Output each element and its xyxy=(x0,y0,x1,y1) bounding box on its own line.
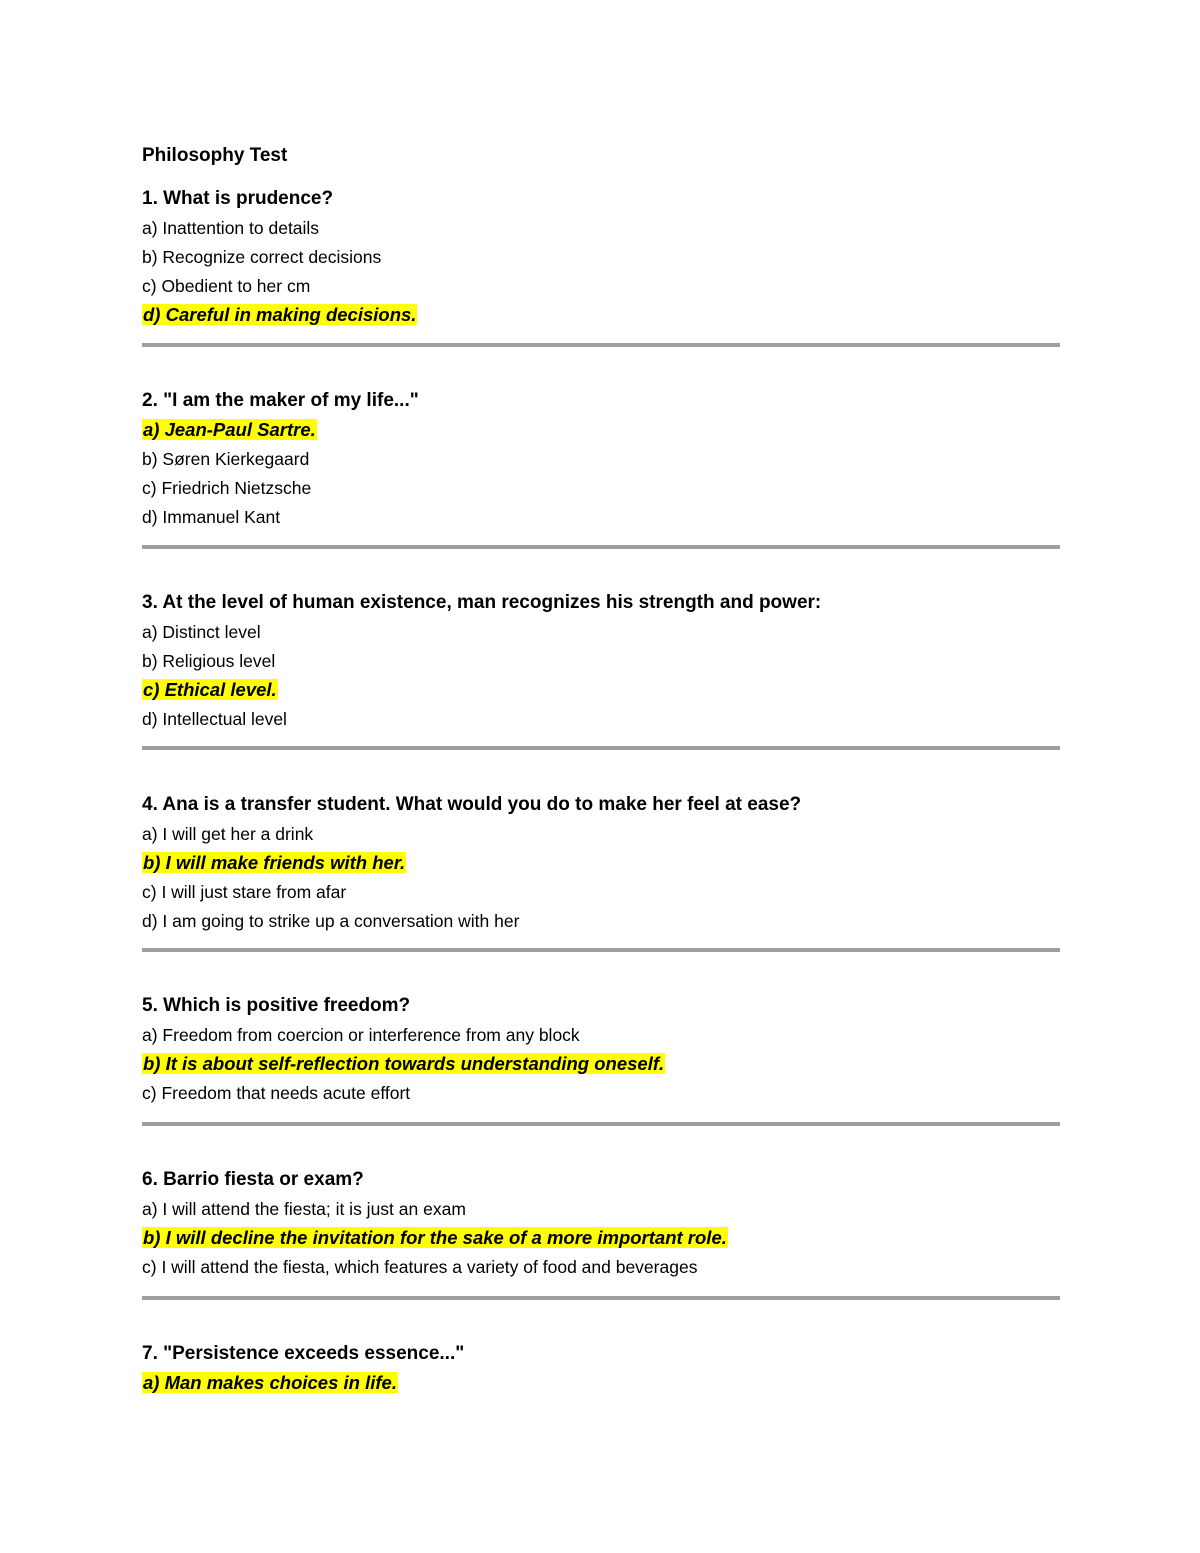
question-2 xyxy=(142,387,1060,532)
section-divider xyxy=(142,1296,1060,1300)
answer-option: c) I will just stare from afar xyxy=(142,882,347,902)
correct-answer-option: b) It is about self-reflection towards understanding oneself. xyxy=(143,1053,665,1074)
question-7 xyxy=(142,1340,1060,1398)
section-divider xyxy=(142,545,1060,549)
answer-option: c) Obedient to her cm xyxy=(142,276,311,296)
section-divider xyxy=(142,1122,1060,1126)
answer-option: a) Inattention to details xyxy=(142,218,320,238)
question-text: 1. What is prudence? xyxy=(142,188,334,209)
correct-answer-option: d) Careful in making decisions. xyxy=(143,304,417,325)
question-text: 7. "Persistence exceeds essence..." xyxy=(142,1343,465,1364)
correct-answer-option: b) I will make friends with her. xyxy=(143,852,406,873)
answer-option: b) Søren Kierkegaard xyxy=(142,449,310,469)
question-text: 2. "I am the maker of my life..." xyxy=(142,390,419,411)
section-divider xyxy=(142,948,1060,952)
question-1 xyxy=(142,185,1060,330)
correct-answer-option: a) Man makes choices in life. xyxy=(143,1372,397,1393)
answer-option: d) Immanuel Kant xyxy=(142,507,281,527)
question-4 xyxy=(142,791,1060,936)
section-divider xyxy=(142,343,1060,347)
answer-option: b) Recognize correct decisions xyxy=(142,247,382,267)
question-6 xyxy=(142,1166,1060,1282)
answer-option: c) I will attend the fiesta, which features a variety of food and beverages xyxy=(142,1257,698,1277)
answer-option: c) Friedrich Nietzsche xyxy=(142,478,312,498)
question-text: 5. Which is positive freedom? xyxy=(142,995,411,1016)
page-title: Philosophy Test xyxy=(142,145,288,166)
correct-answer-option: a) Jean-Paul Sartre. xyxy=(143,419,316,440)
answer-option: a) Distinct level xyxy=(142,622,261,642)
question-3 xyxy=(142,589,1060,734)
answer-option: d) I am going to strike up a conversation with her xyxy=(142,911,520,931)
section-divider xyxy=(142,746,1060,750)
question-text: 3. At the level of human existence, man recognizes his strength and power: xyxy=(142,592,822,613)
answer-option: b) Religious level xyxy=(142,651,276,671)
answer-option: c) Freedom that needs acute effort xyxy=(142,1083,411,1103)
answer-option: a) I will attend the fiesta; it is just an exam xyxy=(142,1199,466,1219)
correct-answer-option: b) I will decline the invitation for the sake of a more important role. xyxy=(143,1227,727,1248)
question-text: 6. Barrio fiesta or exam? xyxy=(142,1169,364,1190)
answer-option: a) Freedom from coercion or interference from any block xyxy=(142,1025,580,1045)
answer-option: a) I will get her a drink xyxy=(142,824,314,844)
question-5 xyxy=(142,992,1060,1108)
answer-option: d) Intellectual level xyxy=(142,709,287,729)
question-text: 4. Ana is a transfer student. What would you do to make her feel at ease? xyxy=(142,794,802,815)
correct-answer-option: c) Ethical level. xyxy=(143,679,277,700)
